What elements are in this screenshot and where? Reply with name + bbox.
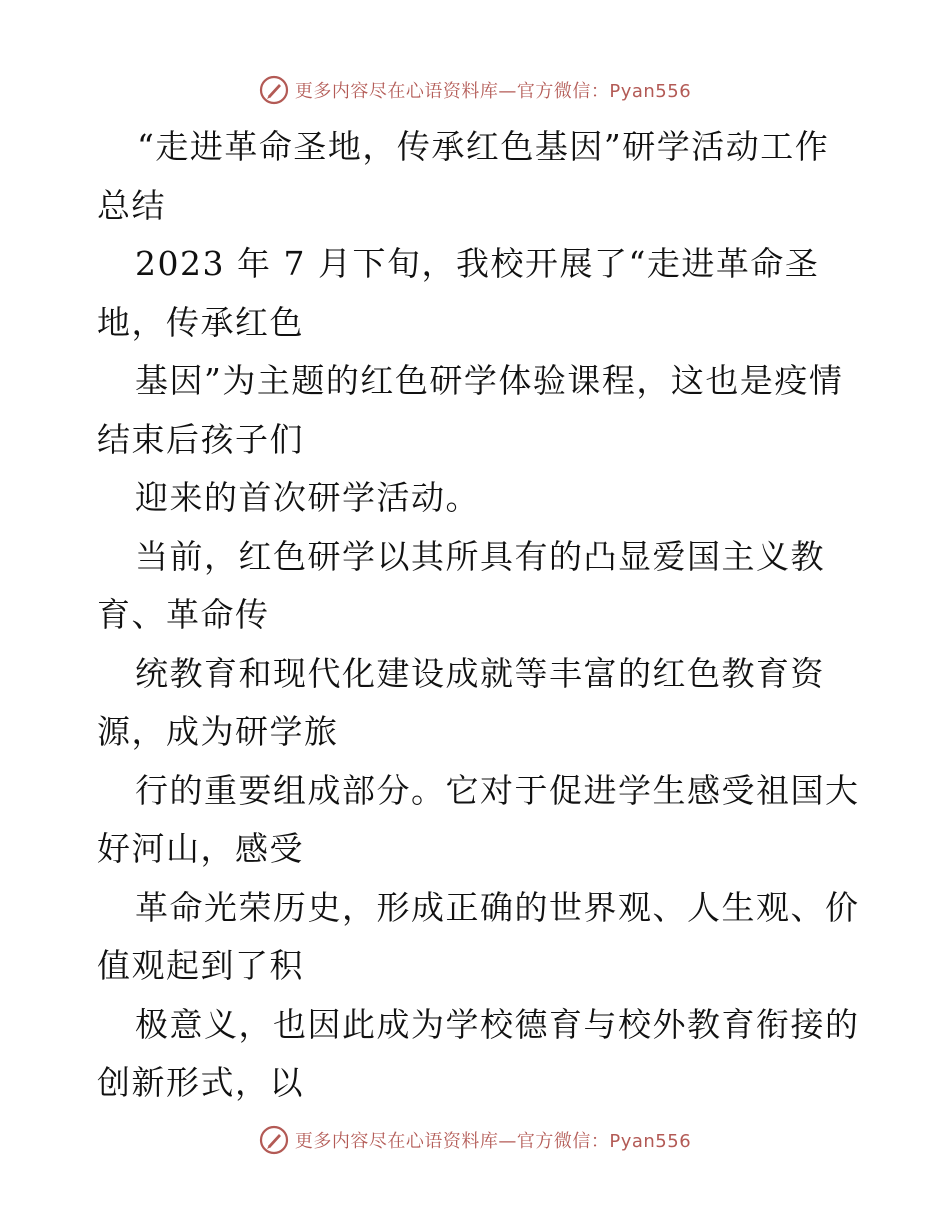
document-title-line-1: “走进革命圣地，传承红色基因”研学活动工作 bbox=[137, 127, 830, 166]
pen-seal-logo-icon bbox=[259, 75, 289, 105]
paragraph-line: 当前，红色研学以其所具有的凸显爱国主义教 bbox=[135, 536, 825, 576]
paragraph-line: 革命光荣历史，形成正确的世界观、人生观、价 bbox=[135, 887, 860, 927]
paragraph-line: 2023 年 7 月下旬，我校开展了“走进革命圣 bbox=[135, 244, 820, 283]
footer-watermark-text: 更多内容尽在心语资料库—官方微信：Pyan556 bbox=[294, 1131, 692, 1152]
document-title-line-2: 总结 bbox=[97, 185, 166, 225]
header-watermark bbox=[0, 70, 950, 110]
paragraph-line: 统教育和现代化建设成就等丰富的红色教育资 bbox=[135, 653, 825, 693]
footer-watermark bbox=[0, 1120, 950, 1160]
paragraph-line: 创新形式，以 bbox=[97, 1063, 304, 1102]
paragraph-line: 行的重要组成部分。它对于促进学生感受祖国大 bbox=[135, 770, 860, 810]
header-watermark-text: 更多内容尽在心语资料库—官方微信：Pyan556 bbox=[294, 81, 692, 102]
pen-seal-logo-icon bbox=[259, 1125, 289, 1155]
paragraph-line: 极意义，也因此成为学校德育与校外教育衔接的 bbox=[135, 1004, 860, 1044]
paragraph-line: 迎来的首次研学活动。 bbox=[135, 478, 480, 517]
paragraph-line: 育、革命传 bbox=[97, 595, 270, 634]
paragraph-line: 结束后孩子们 bbox=[97, 419, 304, 459]
paragraph-line: 源，成为研学旅 bbox=[97, 712, 339, 751]
paragraph-line: 地，传承红色 bbox=[97, 302, 304, 342]
paragraph-line: 值观起到了积 bbox=[97, 946, 304, 985]
paragraph-line: 基因”为主题的红色研学体验课程，这也是疫情 bbox=[135, 361, 844, 400]
paragraph-line: 好河山，感受 bbox=[97, 829, 304, 868]
document-body bbox=[97, 118, 860, 1113]
